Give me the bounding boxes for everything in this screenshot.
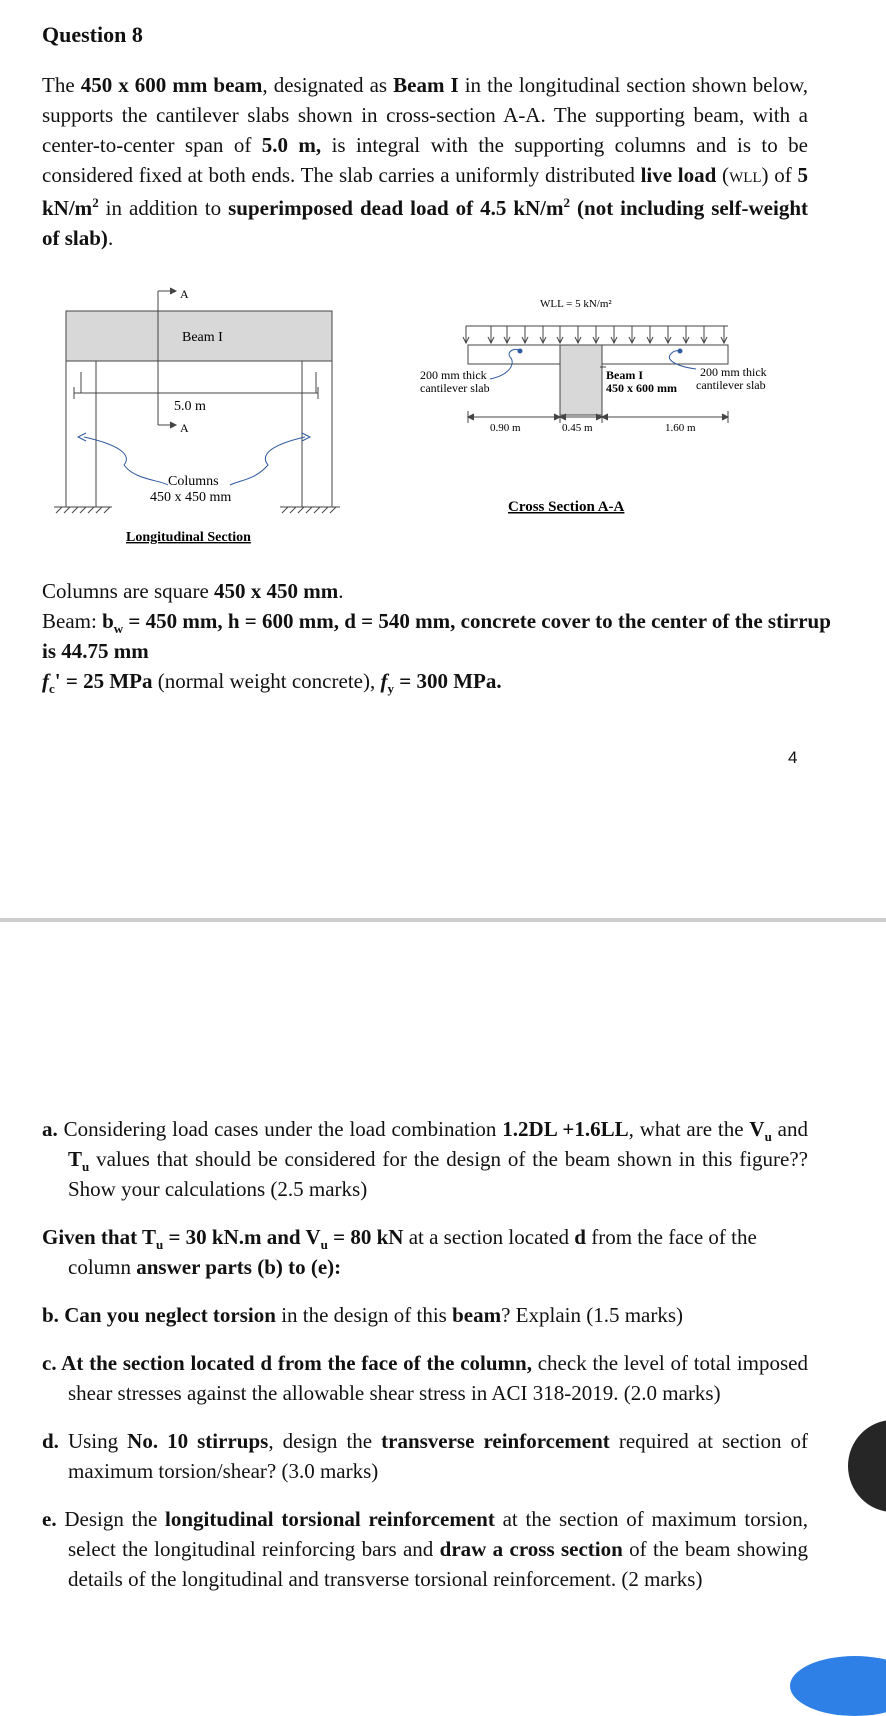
cross-section [463, 326, 728, 423]
question-parts [42, 1114, 808, 1612]
span-label: 5.0 m [174, 399, 206, 414]
material-info [42, 576, 842, 696]
part-e: e. Design the longitudinal torsional reinforcement at the section of maximum torsion, select the longitudinal reinforcing bars and draw a cross section of the beam showing details of the longitudinal and transverse torsional reinforcement. (2 marks) [42, 1507, 809, 1591]
section-marker-top: A [180, 287, 189, 301]
structural-diagrams [40, 275, 810, 555]
given-conditions: Given that $T_u = 30$ kN.m and $V_u = 80$ kN at a section located d from the face of the column answer parts (b) to (e): [42, 1225, 757, 1279]
part-a: a. Considering load cases under the load combination 1.2DL +1.6LL, what are the $V_u$ and $T_u$ values that should be considered for the design of the beam shown in this figure?? Show your calculations (2.5 marks) [42, 1117, 808, 1201]
section-marker-bottom: A [180, 421, 189, 435]
cross-section-caption: Cross Section A-A [508, 499, 625, 515]
right-slab-label-1: 200 mm thick [700, 365, 767, 379]
dim-left: 0.90 m [490, 422, 521, 434]
dim-beam: 0.45 m [562, 422, 593, 434]
concrete-info: $f_c' = 25$ MPa (normal weight concrete), $f_y = 300$ MPa. [42, 669, 502, 697]
beam-section-size: 450 x 600 mm [606, 381, 677, 395]
part-d: d. Using No. 10 stirrups, design the transverse reinforcement required at section of maximum torsion/shear? (3.0 marks) [42, 1429, 808, 1483]
floating-handle[interactable] [848, 1420, 886, 1512]
floating-action-button[interactable] [790, 1656, 886, 1716]
beam-section-label: Beam I [606, 368, 643, 382]
columns-label: Columns [168, 474, 219, 489]
live-load-label: WLL = 5 kN/m² [540, 298, 612, 310]
beam-info: Beam: $b_w = 450$ mm, h = 600 mm, d = 540 mm, concrete cover to the center of the stirrup is 44.75 mm [42, 609, 831, 663]
page-divider [0, 918, 886, 922]
left-slab-label-2: cantilever slab [420, 381, 490, 395]
left-slab-label-1: 200 mm thick [420, 368, 487, 382]
right-slab-label-2: cantilever slab [696, 378, 766, 392]
columns-info: Columns are square 450 x 450 mm. [42, 579, 344, 603]
part-b: b. Can you neglect torsion in the design of this beam? Explain (1.5 marks) [42, 1303, 684, 1327]
part-c: c. At the section located d from the face of the column, check the level of total imposed shear stresses against the allowable shear stress in ACI 318-2019. (2.0 marks) [42, 1351, 808, 1405]
dim-right: 1.60 m [665, 422, 696, 434]
beam-label: Beam I [182, 330, 223, 345]
problem-statement: The 450 x 600 mm beam, designated as Beam I in the longitudinal section shown below, supports the cantilever slabs shown in cross-section A-A. The supporting beam, with a center-to-center span of 5.0 m, is integral with the supporting columns and is to be considered fixed at both ends. The slab carries a uniformly distributed live load (WLL) of 5 $kN/m^2$ in addition to superimposed dead load of 4.5 $kN/m^2$ (not including self-weight of slab). [42, 73, 809, 250]
columns-size: 450 x 450 mm [150, 490, 232, 505]
longitudinal-caption: Longitudinal Section [126, 530, 251, 545]
question-title: Question 8 [42, 22, 143, 47]
page-number: 4 [788, 748, 798, 767]
